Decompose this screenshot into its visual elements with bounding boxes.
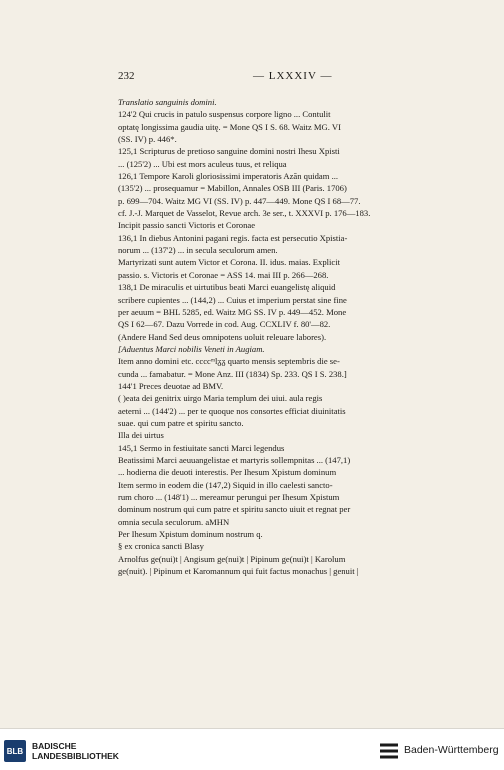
text-line: norum ... (137'2) ... in secula seculorum amen. <box>118 245 278 256</box>
text-line: cf. J.-J. Marquet de Vasselot, Revue arch. 3e ser., t. XXXVI p. 176—183. <box>118 208 371 219</box>
text-line: p. 699—704. Waitz MG VI (SS. IV) p. 447—449. Mone QS I 68—77. <box>118 195 361 206</box>
text-line: (SS. IV) p. 446*. <box>118 134 177 145</box>
bw-name[interactable]: Baden-Württemberg <box>404 744 499 756</box>
text-line: aeterni ... (144'2) ... per te quoque nos consortes efficiat diuinitatis <box>118 405 346 416</box>
text-line: Per Ihesum Xpistum dominum nostrum q. <box>118 529 263 540</box>
text-line: Item sermo in eodem die (147,2) Siquid in illo caelesti sancto- <box>118 479 333 490</box>
text-line: per aeuum = BHL 5285, ed. Waitz MG SS. IV p. 449—452. Mone <box>118 306 347 317</box>
text-line: omnia secula seculorum. aMHN <box>118 516 230 527</box>
page-number: 232 <box>118 70 135 82</box>
text-line: QS I 62—67. Dazu Vorrede in cod. Aug. CCXLIV f. 80'—82. <box>118 319 331 330</box>
text-line: 126,1 Tempore Karoli gloriosissimi imperatoris Azān quidam ... <box>118 171 339 182</box>
text-line: 138,1 De miraculis et uirtutibus beati Marci euangelistę aliquid <box>118 282 336 293</box>
text-line: optatę longissima gaudia uitę. = Mone QS I S. 68. Waitz MG. VI <box>118 121 341 132</box>
text-line: Beatissimi Marci aeuuangelistae et martyris sollempnitas ... (147,1) <box>118 454 351 465</box>
text-line: 144'1 Preces deuotae ad BMV. <box>118 380 224 391</box>
blb-name-line-2: LANDESBIBLIOTHEK <box>32 751 119 761</box>
text-line: rum choro ... (148'1) ... mereamur perungui per Ihesum Xpistum <box>118 492 340 502</box>
text-line: passio. s. Victoris et Coronae = ASS 14. mai III p. 266—268. <box>118 269 329 280</box>
roman-page-number: — LXXXIV — <box>253 70 333 82</box>
text-line: ... (125'2) ... Ubi est mors aculeus tuus, et reliqua <box>118 158 287 169</box>
text-line: (Andere Hand Sed deus omnipotens uoluit releuare labores). <box>118 331 327 342</box>
footer-bar <box>0 728 504 770</box>
text-line: ... hodierna die deuoti interestis. Per Ihesum Xpistum dominum <box>118 467 337 478</box>
text-line: ( )eata dei genitrix uirgo Maria templum dei uiui. aula regis <box>118 393 323 404</box>
text-line: suae. qui cum patre et spiritu sancto. <box>118 417 244 428</box>
blb-logo[interactable]: BLB <box>4 740 26 762</box>
text-line: Translatio sanguinis domini. <box>118 97 217 107</box>
catalog-text <box>118 96 454 577</box>
lions-crest-icon <box>378 741 400 761</box>
text-line: 125,1 Scripturus de pretioso sanguine domini nostri Ihesu Xpisti <box>118 146 340 157</box>
text-line: scribere cupientes ... (144,2) ... Cuius et imperium perstat sine fine <box>118 294 347 305</box>
text-line: § ex cronica sancti Blasy <box>118 541 204 552</box>
text-line: 124'2 Qui crucis in patulo suspensus corpore ligno ... Contulit <box>118 109 331 120</box>
text-line: Martyrizati sunt autem Victor et Corona. II. idus. maias. Explicit <box>118 257 340 268</box>
text-line: Arnolfus ge(nui)t | Angisum ge(nui)t | Pipinum ge(nui)t | Karolum <box>118 553 346 564</box>
text-line: Item anno domini etc. ccccᵐlᵹᵹ quarto mensis septembris die se- <box>118 356 340 367</box>
text-line: 136,1 In diebus Antonini pagani regis. facta est persecutio Xpistia- <box>118 232 348 243</box>
text-line: [Aduentus Marci nobilis Veneti in Augiam. <box>118 343 265 354</box>
text-line: ge(nuit). | Pipinum et Karomannum qui fuit factus monachus | genuit | <box>118 566 359 577</box>
text-line: dominum nostrum qui cum patre et spiritu sancto uiuit et regnat per <box>118 504 351 515</box>
text-line: (135'2) ... prosequamur = Mabillon, Annales OSB III (Paris. 1706) <box>118 183 347 194</box>
text-line: Incipit passio sancti Victoris et Coronae <box>118 220 256 231</box>
text-line: 145,1 Sermo in festiuitate sancti Marci legendus <box>118 442 285 453</box>
blb-name[interactable] <box>32 741 119 761</box>
blb-name-line-1: BADISCHE <box>32 741 77 751</box>
page-header <box>118 70 448 84</box>
text-line: cunda ... famabatur. = Mone Anz. III (1834) Sp. 233. QS I S. 238.] <box>118 368 347 379</box>
text-line: Illa dei uirtus <box>118 430 164 441</box>
